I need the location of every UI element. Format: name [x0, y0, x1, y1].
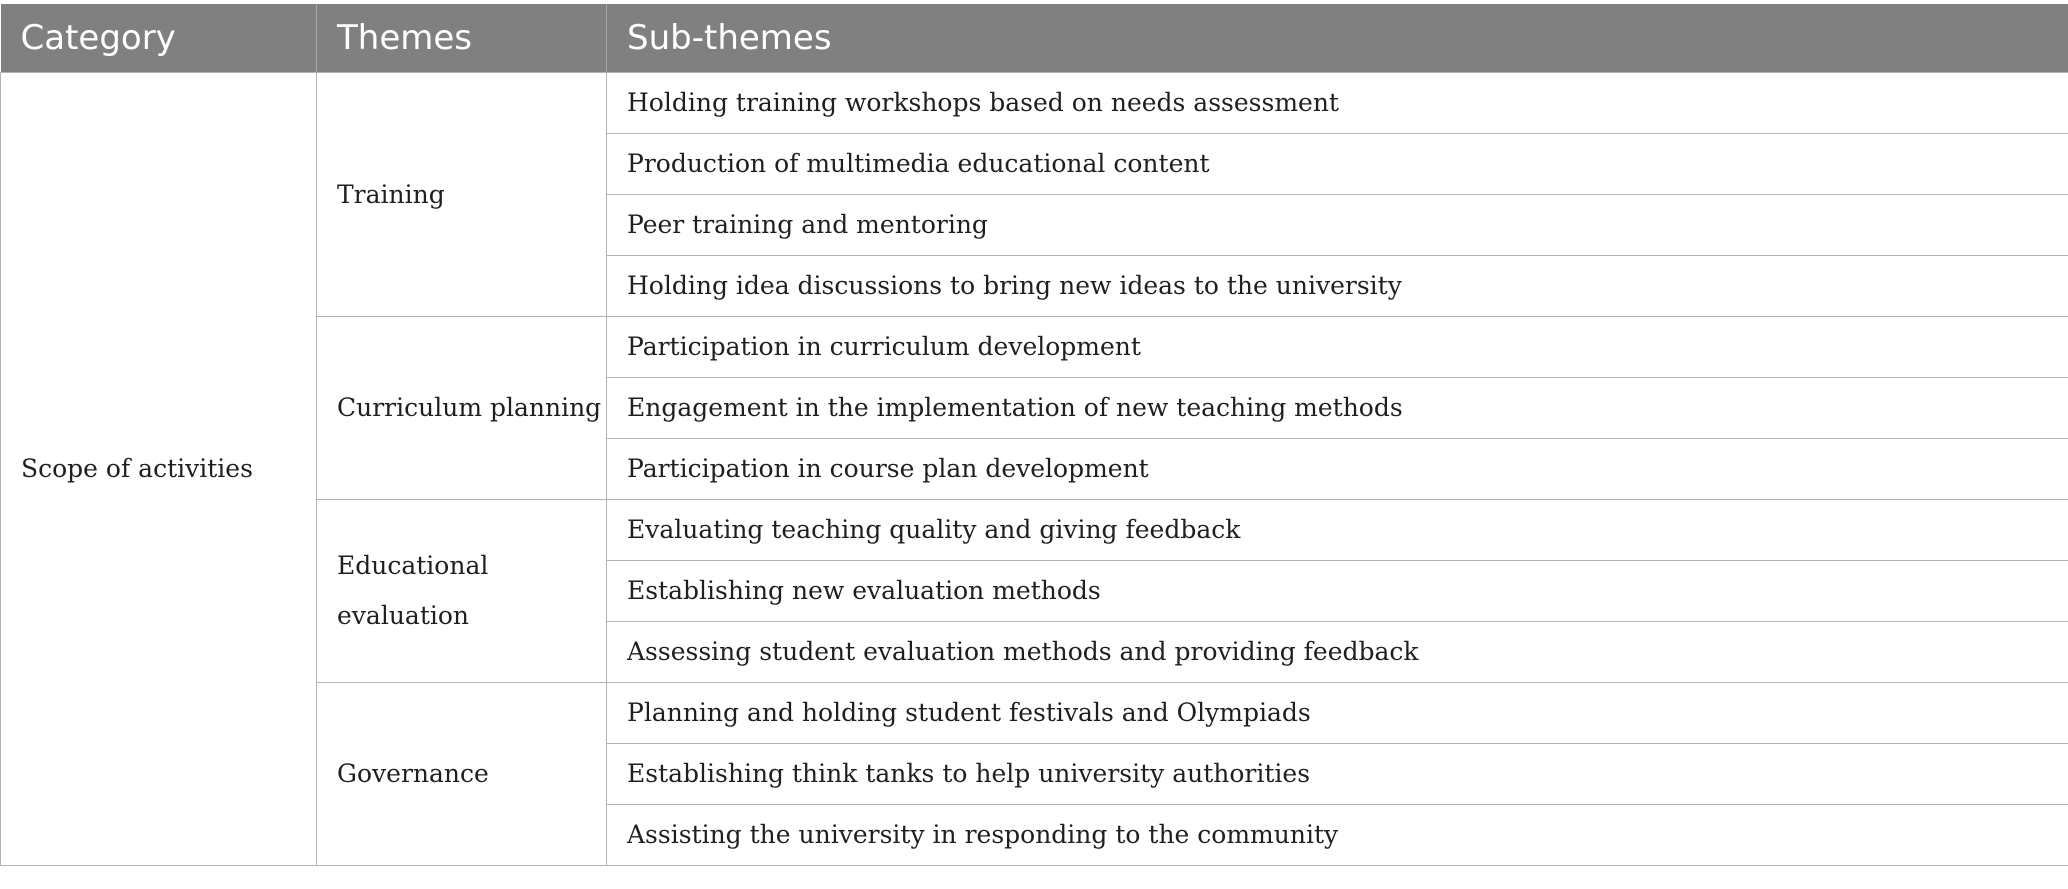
subtheme-cell: Holding idea discussions to bring new ideas to the university: [607, 256, 2068, 317]
subtheme-cell: Assisting the university in responding to the community: [607, 805, 2068, 866]
category-cell: Scope of activities: [1, 73, 317, 866]
header-subthemes: Sub-themes: [607, 4, 2068, 73]
subtheme-cell: Peer training and mentoring: [607, 195, 2068, 256]
subtheme-cell: Establishing new evaluation methods: [607, 561, 2068, 622]
subtheme-cell: Participation in course plan development: [607, 439, 2068, 500]
theme-cell-curriculum-planning: Curriculum planning: [317, 317, 607, 500]
subtheme-cell: Participation in curriculum development: [607, 317, 2068, 378]
header-row: [1, 4, 2068, 73]
subtheme-cell: Assessing student evaluation methods and providing feedback: [607, 622, 2068, 683]
subtheme-cell: Holding training workshops based on needs assessment: [607, 73, 2068, 134]
header-themes: Themes: [317, 4, 607, 73]
subtheme-cell: Evaluating teaching quality and giving feedback: [607, 500, 2068, 561]
subtheme-cell: Engagement in the implementation of new teaching methods: [607, 378, 2068, 439]
header-category: Category: [1, 4, 317, 73]
theme-cell-training: Training: [317, 73, 607, 317]
subtheme-cell: Production of multimedia educational content: [607, 134, 2068, 195]
table-row: [1, 73, 2068, 134]
theme-cell-governance: Governance: [317, 683, 607, 866]
subtheme-cell: Establishing think tanks to help university authorities: [607, 744, 2068, 805]
subtheme-cell: Planning and holding student festivals and Olympiads: [607, 683, 2068, 744]
theme-cell-educational-evaluation: Educational evaluation: [317, 500, 607, 683]
themes-table: [0, 4, 2068, 866]
